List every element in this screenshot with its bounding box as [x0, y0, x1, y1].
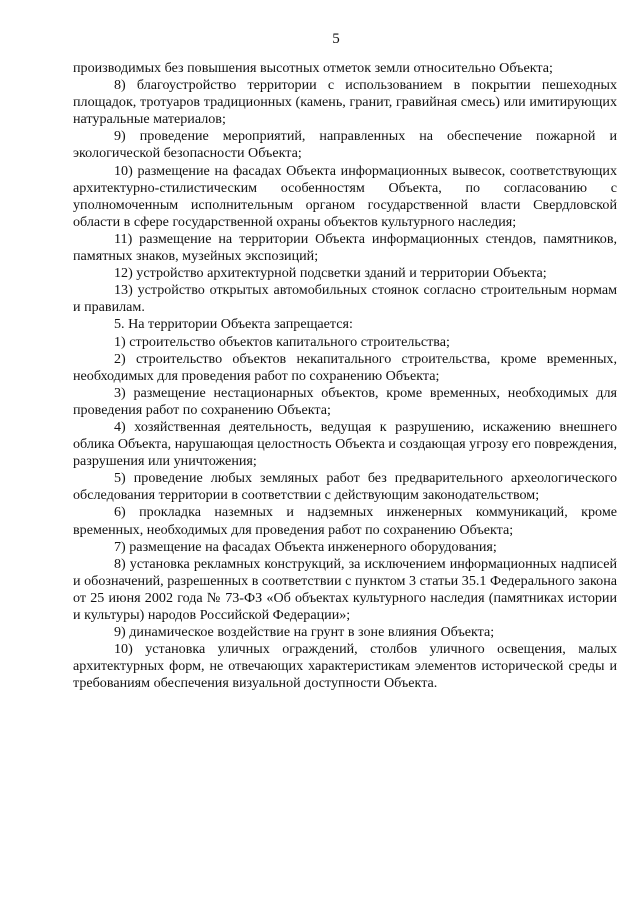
- paragraph-continuation: производимых без повышения высотных отметок земли относительно Объекта;: [73, 60, 553, 76]
- prohibition-item-8: 8) установка рекламных конструкций, за исключением информационных надписей и обозначений, разрешенных в соответствии с пунктом 3 статьи 35.1 Федерального закона от 25 июня 2002 года № 73-ФЗ «Об объектах культурного наследия (памятниках истории и культуры) народов Российской Федерации»;: [73, 555, 617, 623]
- prohibition-item-3: 3) размещение нестационарных объектов, кроме временных, необходимых для проведения работ по сохранению Объекта;: [73, 384, 617, 418]
- page-number: 5: [332, 31, 340, 47]
- prohibition-item-4: 4) хозяйственная деятельность, ведущая к разрушению, искажению внешнего облика Объекта, нарушающая целостность Объекта и создающая угрозу его повреждения, разрушения или уничтожения;: [73, 418, 617, 470]
- paragraph-item-9: 9) проведение мероприятий, направленных на обеспечение пожарной и экологической безопасности Объекта;: [73, 128, 617, 162]
- paragraph-item-12: 12) устройство архитектурной подсветки зданий и территории Объекта;: [114, 265, 547, 282]
- document-body: [73, 60, 617, 692]
- paragraph-item-10: 10) размещение на фасадах Объекта информационных вывесок, соответствующих архитектурно-стилистическим особенностям Объекта, по согласованию с уполномоченным исполнительным органом государственной власти Свердловской области в сфере государственной охраны объектов культурного наследия;: [73, 162, 617, 230]
- paragraph-item-13: 13) устройство открытых автомобильных стоянок согласно строительным нормам и правилам.: [73, 282, 617, 316]
- prohibition-item-9: 9) динамическое воздействие на грунт в зоне влияния Объекта;: [114, 624, 495, 641]
- prohibition-item-5: 5) проведение любых земляных работ без предварительного археологического обследования территории в соответствии с действующим законодательством;: [73, 470, 617, 504]
- prohibition-item-10: 10) установка уличных ограждений, столбов уличного освещения, малых архитектурных форм, не отвечающих характеристикам элементов исторической среды и требованиям обеспечения визуальной доступности Объекта.: [73, 641, 617, 692]
- section-5-heading: 5. На территории Объекта запрещается:: [114, 316, 353, 333]
- prohibition-item-1: 1) строительство объектов капитального строительства;: [114, 333, 450, 350]
- paragraph-item-11: 11) размещение на территории Объекта информационных стендов, памятников, памятных знаков, музейных экспозиций;: [73, 230, 617, 265]
- paragraph-item-8: 8) благоустройство территории с использованием в покрытии пешеходных площадок, тротуаров традиционных (камень, гранит, гравийная смесь) или имитирующих натуральные материалов;: [73, 77, 617, 128]
- prohibition-item-2: 2) строительство объектов некапитального строительства, кроме временных, необходимых для проведения работ по сохранению Объекта;: [73, 350, 617, 384]
- prohibition-item-6: 6) прокладка наземных и надземных инженерных коммуникаций, кроме временных, необходимых для проведения работ по сохранению Объекта;: [73, 504, 617, 538]
- prohibition-item-7: 7) размещение на фасадах Объекта инженерного оборудования;: [114, 538, 497, 555]
